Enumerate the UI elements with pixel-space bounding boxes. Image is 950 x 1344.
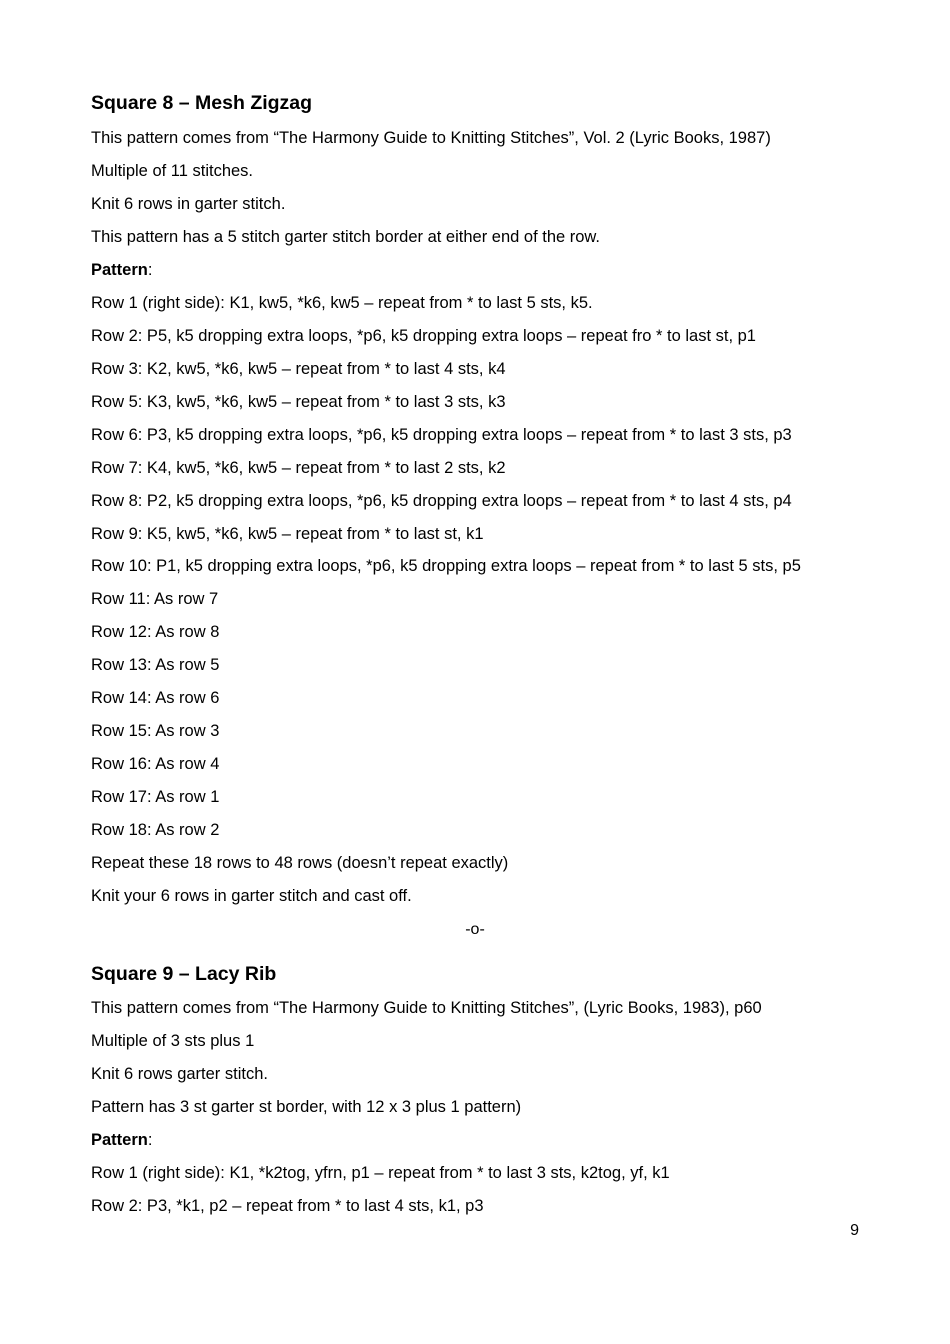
square8-row: Row 18: As row 2: [91, 821, 220, 839]
square8-intro-border: This pattern has a 5 stitch garter stitch border at either end of the row.: [91, 228, 601, 246]
square9-pattern-label: [91, 1131, 152, 1150]
square8-intro-multiple: Multiple of 11 stitches.: [91, 162, 254, 180]
square8-row: Row 1 (right side): K1, kw5, *k6, kw5 – repeat from * to last 5 sts, k5.: [91, 294, 593, 312]
square8-row: Row 9: K5, kw5, *k6, kw5 – repeat from * to last st, k1: [91, 525, 484, 543]
square8-row: Row 13: As row 5: [91, 656, 220, 674]
section-separator: -o-: [465, 921, 485, 938]
square9-row: Row 1 (right side): K1, *k2tog, yfrn, p1 – repeat from * to last 3 sts, k2tog, yf, k1: [91, 1164, 670, 1182]
square8-repeat-note: Repeat these 18 rows to 48 rows (doesn’t repeat exactly): [91, 854, 509, 872]
square8-row: Row 15: As row 3: [91, 722, 220, 740]
pattern-label-colon: :: [147, 261, 153, 279]
square9-intro-source: This pattern comes from “The Harmony Guide to Knitting Stitches”, (Lyric Books, 1983), p60: [91, 999, 762, 1017]
pattern-label-text: Pattern: [91, 1131, 148, 1149]
square8-row: Row 10: P1, k5 dropping extra loops, *p6, k5 dropping extra loops – repeat from * to last 5 sts, p5: [91, 557, 801, 575]
square8-row: Row 3: K2, kw5, *k6, kw5 – repeat from * to last 4 sts, k4: [91, 360, 506, 378]
square8-row: Row 11: As row 7: [91, 590, 219, 608]
square8-title: Square 8 – Mesh Zigzag: [91, 92, 313, 114]
square9-title: Square 9 – Lacy Rib: [91, 963, 277, 985]
square8-row: Row 6: P3, k5 dropping extra loops, *p6, k5 dropping extra loops – repeat from * to last 3 sts, p3: [91, 426, 792, 444]
square8-intro-source: This pattern comes from “The Harmony Guide to Knitting Stitches”, Vol. 2 (Lyric Books, 1987): [91, 129, 771, 147]
square8-row: Row 8: P2, k5 dropping extra loops, *p6, k5 dropping extra loops – repeat from * to last 4 sts, p4: [91, 492, 792, 510]
square8-row: Row 17: As row 1: [91, 788, 220, 806]
square8-finish-note: Knit your 6 rows in garter stitch and cast off.: [91, 887, 412, 905]
square8-pattern-label: [91, 261, 152, 280]
square8-row: Row 14: As row 6: [91, 689, 220, 707]
square8-row: Row 7: K4, kw5, *k6, kw5 – repeat from * to last 2 sts, k2: [91, 459, 506, 477]
square8-row: Row 2: P5, k5 dropping extra loops, *p6, k5 dropping extra loops – repeat fro * to last st, p1: [91, 327, 756, 345]
square8-row: Row 5: K3, kw5, *k6, kw5 – repeat from * to last 3 sts, k3: [91, 393, 506, 411]
square9-row: Row 2: P3, *k1, p2 – repeat from * to last 4 sts, k1, p3: [91, 1197, 484, 1215]
square9-intro-border: Pattern has 3 st garter st border, with 12 x 3 plus 1 pattern): [91, 1098, 522, 1116]
square9-intro-garter: Knit 6 rows garter stitch.: [91, 1065, 268, 1083]
page-number: 9: [850, 1222, 859, 1239]
square8-intro-garter: Knit 6 rows in garter stitch.: [91, 195, 286, 213]
pattern-label-colon: :: [147, 1131, 153, 1149]
square8-row: Row 12: As row 8: [91, 623, 220, 641]
square9-intro-multiple: Multiple of 3 sts plus 1: [91, 1032, 255, 1050]
pattern-label-text: Pattern: [91, 261, 148, 279]
square8-row: Row 16: As row 4: [91, 755, 220, 773]
